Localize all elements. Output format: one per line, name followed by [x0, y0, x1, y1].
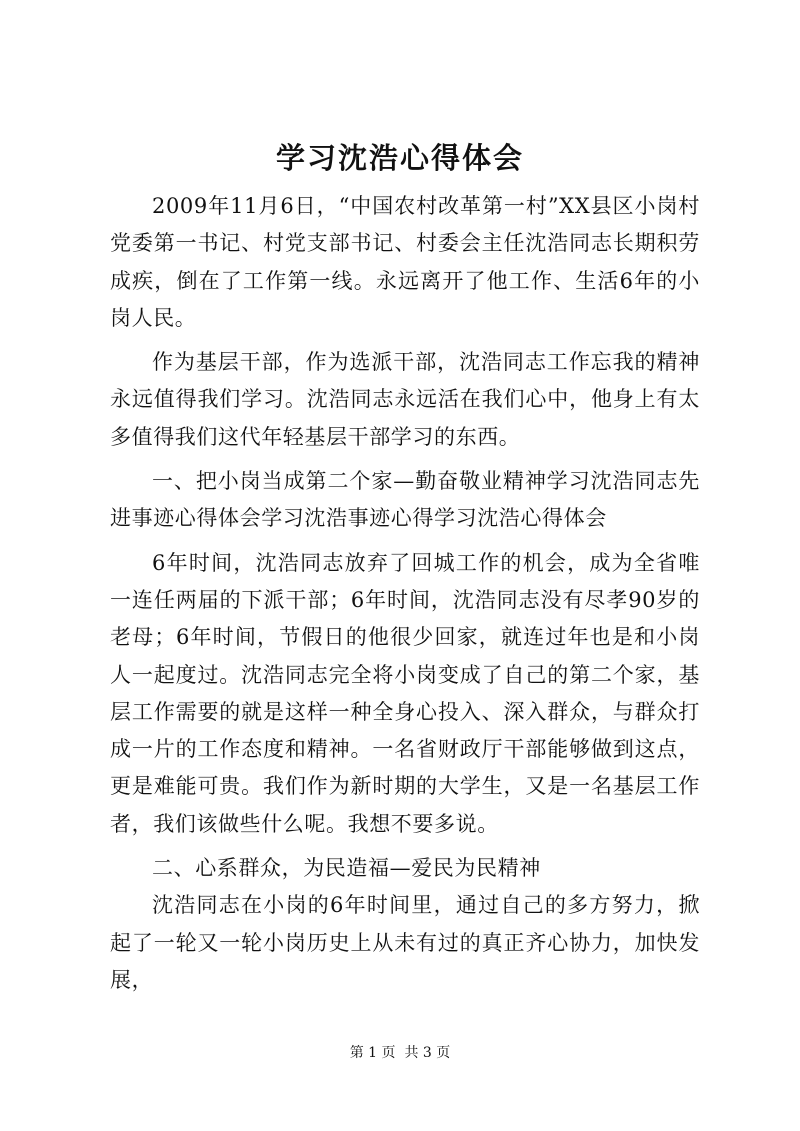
page-number-label: 第 1 页 共 3 页	[349, 1045, 451, 1061]
section-heading-two: 二、心系群众，为民造福—爱民为民精神	[152, 856, 541, 881]
paragraph-xiaogang: 沈浩同志在小岗的6年时间里，通过自己的多方努力，掀起了一轮又一轮小岗历史上从未有过的真正齐心协力，加快发展，	[110, 893, 700, 992]
document-body	[110, 188, 700, 999]
paragraph-intro: 2009年11月6日，“中国农村改革第一村”XX县区小岗村党委第一书记、村党支部书记、村委会主任沈浩同志长期积劳成疾，倒在了工作第一线。永远离开了他工作、生活6年的小岗人民。	[110, 194, 700, 330]
paragraph-learning: 作为基层干部，作为选派干部，沈浩同志工作忘我的精神永远值得我们学习。沈浩同志永远活在我们心中，他身上有太多值得我们这代年轻基层干部学习的东西。	[110, 350, 700, 449]
page-footer	[0, 1043, 800, 1063]
document-title: 学习沈浩心得体会	[275, 141, 524, 175]
paragraph-six-years: 6年时间，沈浩同志放弃了回城工作的机会，成为全省唯一连任两届的下派干部；6年时间，沈浩同志没有尽孝90岁的老母；6年时间，节假日的他很少回家，就连过年也是和小岗人一起度过。沈浩同志完全将小岗变成了自己的第二个家，基层工作需要的就是这样一种全身心投入、深入群众，与群众打成一片的工作态度和精神。一名省财政厅干部能够做到这点，更是难能可贵。我们作为新时期的大学生，又是一名基层工作者，我们该做些什么呢。我想不要多说。	[110, 550, 700, 836]
section-heading-one: 一、把小岗当成第二个家—勤奋敬业精神学习沈浩同志先进事迹心得体会学习沈浩事迹心得学习沈浩心得体会	[110, 469, 700, 531]
